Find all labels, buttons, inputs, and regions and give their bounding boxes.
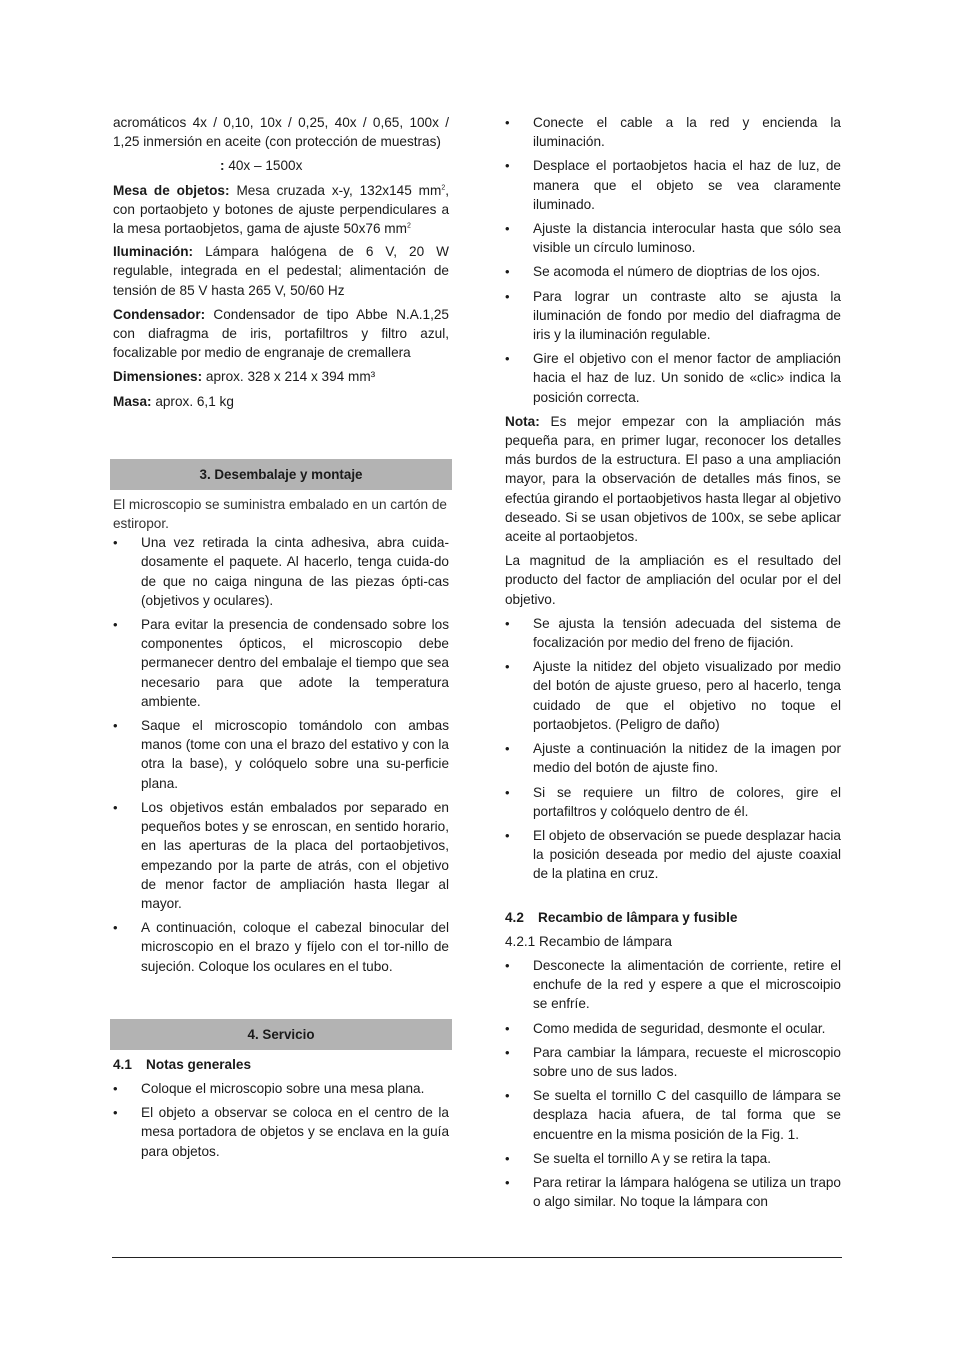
condenser-spec	[113, 305, 449, 363]
stage-text-2: , con portaobjeto y botones de ajuste perpendiculares a la mesa portaobjetos, gama de ajuste 50x76 mm	[113, 182, 450, 237]
list-item: • Se acomoda el número de dioptrias de los ojos.	[505, 262, 841, 281]
subsection-4-2-title: Recambio de lâmpara y fusible	[538, 909, 738, 925]
list-item: • Ajuste la nitidez del objeto visualizado por medio del botón de ajuste grueso, pero al hacerlo, tenga cuidado de que el objetivo no toque el portaobjetos. (Peligro de daño)	[505, 657, 841, 734]
list-item: • Para retirar la lámpara halógena se utiliza un trapo o algo similar. No toque la lámpara con	[505, 1173, 841, 1211]
list-item: • Se suelta el tornillo C del casquillo de lámpara se desplaza hacia afuera, de tal forma que se encuentre en la misma posición de la Fig. 1.	[505, 1086, 841, 1144]
mass-spec	[113, 392, 449, 411]
operation-steps-list	[505, 113, 841, 407]
stage-text-1: Mesa cruzada x-y, 132x145 mm	[236, 182, 442, 198]
list-item: • A continuación, coloque el cabezal binocular del microscopio en el brazo y fíjelo con el tor-nillo de sujeción. Coloque los oculares en el tubo.	[113, 918, 449, 976]
dimensions-text: aprox. 328 x 214 x 394 mm³	[205, 369, 376, 385]
focus-steps-list	[505, 614, 841, 884]
subsection-4-2-heading	[505, 908, 841, 927]
list-item: • Coloque el microscopio sobre una mesa plana.	[113, 1079, 449, 1098]
subsection-4-2-number: 4.2	[505, 909, 524, 925]
note-paragraph	[505, 412, 841, 546]
magnitude-paragraph: La magnitud de la ampliación es el resultado del producto del factor de ampliación del ocular por el del objetivo.	[505, 553, 841, 607]
illumination-text: Lámpara halógena de 6 V, 20 W regulable, integrada en el pedestal; alimentación de tensión de 85 V hasta 265 V, 50/60 Hz	[113, 244, 449, 298]
list-item: • Los objetivos están embalados por separado en pequeños botes y se enroscan, en sentido horario, en las aperturas de la placa del portaobjetivos, empezando por la parte de atrás, con el objetivo de menor factor de ampliación hasta llegar al mayor.	[113, 798, 449, 913]
list-item: • Si se requiere un filtro de colores, gire el portafiltros y colóquelo dentro de él.	[505, 783, 841, 821]
list-item: • Saque el microscopio tomándolo con ambas manos (tome con una el brazo del estativo y con la otra la base), y colóquelo sobre una su-perficie plana.	[113, 716, 449, 793]
note-text: Es mejor empezar con la ampliación más pequeña para, en primer lugar, reconocer los detalles más burdos de la estructura. El paso a una ampliación mayor, para la observación de detalles más finos, se efectúa girando el portaobjetivos hasta llegar al objetivo deseado. Si se usan objetivos de 100x, se sebe aplicar aceite al portaobjetos.	[505, 413, 841, 545]
section-4-heading: 4. Servicio	[110, 1019, 452, 1050]
stage-label: Mesa de objetos:	[113, 182, 230, 198]
list-item: • Gire el objetivo con el menor factor de ampliación hacia el haz de luz. Un sonido de «clic» indica la posición correcta.	[505, 349, 841, 407]
lamp-replacement-list	[505, 956, 841, 1211]
magnification-label: :	[220, 158, 225, 174]
section-3-intro: El microscopio se suministra embalado en un cartón de estiropor.	[113, 496, 447, 532]
footer-rule	[112, 1257, 842, 1258]
magnification-value: 40x – 1500x	[228, 158, 303, 174]
note-label: Nota:	[505, 413, 540, 429]
list-item: • Desconecte la alimentación de corriente, retire el enchufe de la red y espere a que el microscoipio se enfríe.	[505, 956, 841, 1014]
section-4-1-list	[113, 1079, 449, 1161]
list-item: • Para evitar la presencia de condensado sobre los componentes ópticos, el microscopio debe permanecer dentro del embalaje el tiempo que sea necesario para que adote la temperatura ambiente.	[113, 615, 449, 711]
illumination-label: Iluminación:	[113, 244, 194, 260]
list-item: • Ajuste la distancia interocular hasta que sólo sea visible un círculo luminoso.	[505, 219, 841, 257]
objectives-spec: acromáticos 4x / 0,10, 10x / 0,25, 40x / 0,65, 100x / 1,25 inmersión en aceite (con protección de muestras)	[113, 115, 449, 150]
right-column	[505, 113, 841, 1216]
subsection-4-2-1-heading: 4.2.1 Recambio de lámpara	[505, 933, 672, 949]
list-item: • Se suelta el tornillo A y se retira la tapa.	[505, 1149, 841, 1168]
list-item: • Ajuste a continuación la nitidez de la imagen por medio del botón de ajuste fino.	[505, 739, 841, 777]
list-item: • Una vez retirada la cinta adhesiva, abra cuida-dosamente el paquete. Al hacerlo, tenga cuida-do de que no caiga ninguna de las piezas ópti-cas (objetivos y oculares).	[113, 533, 449, 610]
stage-spec	[113, 181, 449, 239]
list-item: • Como medida de seguridad, desmonte el ocular.	[505, 1019, 841, 1038]
list-item: • Se ajusta la tensión adecuada del sistema de focalización por medio del freno de fijación.	[505, 614, 841, 652]
condenser-label: Condensador:	[113, 306, 206, 322]
list-item: • Para lograr un contraste alto se ajusta la iluminación de fondo por medio del diafragma de iris y la iluminación regulable.	[505, 287, 841, 345]
list-item: • Desplace el portaobjetos hacia el haz de luz, de manera que el objeto se vea claramente iluminado.	[505, 156, 841, 214]
stage-sup-1: 2	[441, 184, 446, 192]
mass-label: Masa:	[113, 393, 152, 409]
illumination-spec	[113, 242, 449, 300]
stage-sup-2: 2	[406, 222, 411, 230]
left-column	[113, 113, 449, 1166]
section-3-list	[113, 533, 449, 975]
section-3-heading: 3. Desembalaje y montaje	[110, 459, 452, 490]
subsection-4-1-heading	[113, 1055, 449, 1074]
list-item: • Conecte el cable a la red y encienda la iluminación.	[505, 113, 841, 151]
mass-text: aprox. 6,1 kg	[155, 393, 234, 409]
dimensions-spec	[113, 367, 449, 386]
magnification-spec	[113, 156, 449, 175]
list-item: • El objeto a observar se coloca en el centro de la mesa portadora de objetos y se enclava en la guía para objetos.	[113, 1103, 449, 1161]
condenser-text: Condensador de tipo Abbe N.A.1,25 con diafragma de iris, portafiltros y filtro azul, focalizable por medio de engranaje de cremallera	[113, 306, 449, 361]
dimensions-label: Dimensiones:	[113, 369, 203, 385]
list-item: • El objeto de observación se puede desplazar hacia la posición deseada por medio del ajuste coaxial de la platina en cruz.	[505, 826, 841, 884]
subsection-4-1-title: Notas generales	[146, 1056, 252, 1072]
subsection-4-1-number: 4.1	[113, 1056, 132, 1072]
list-item: • Para cambiar la lámpara, recueste el microscopio sobre uno de sus lados.	[505, 1043, 841, 1081]
